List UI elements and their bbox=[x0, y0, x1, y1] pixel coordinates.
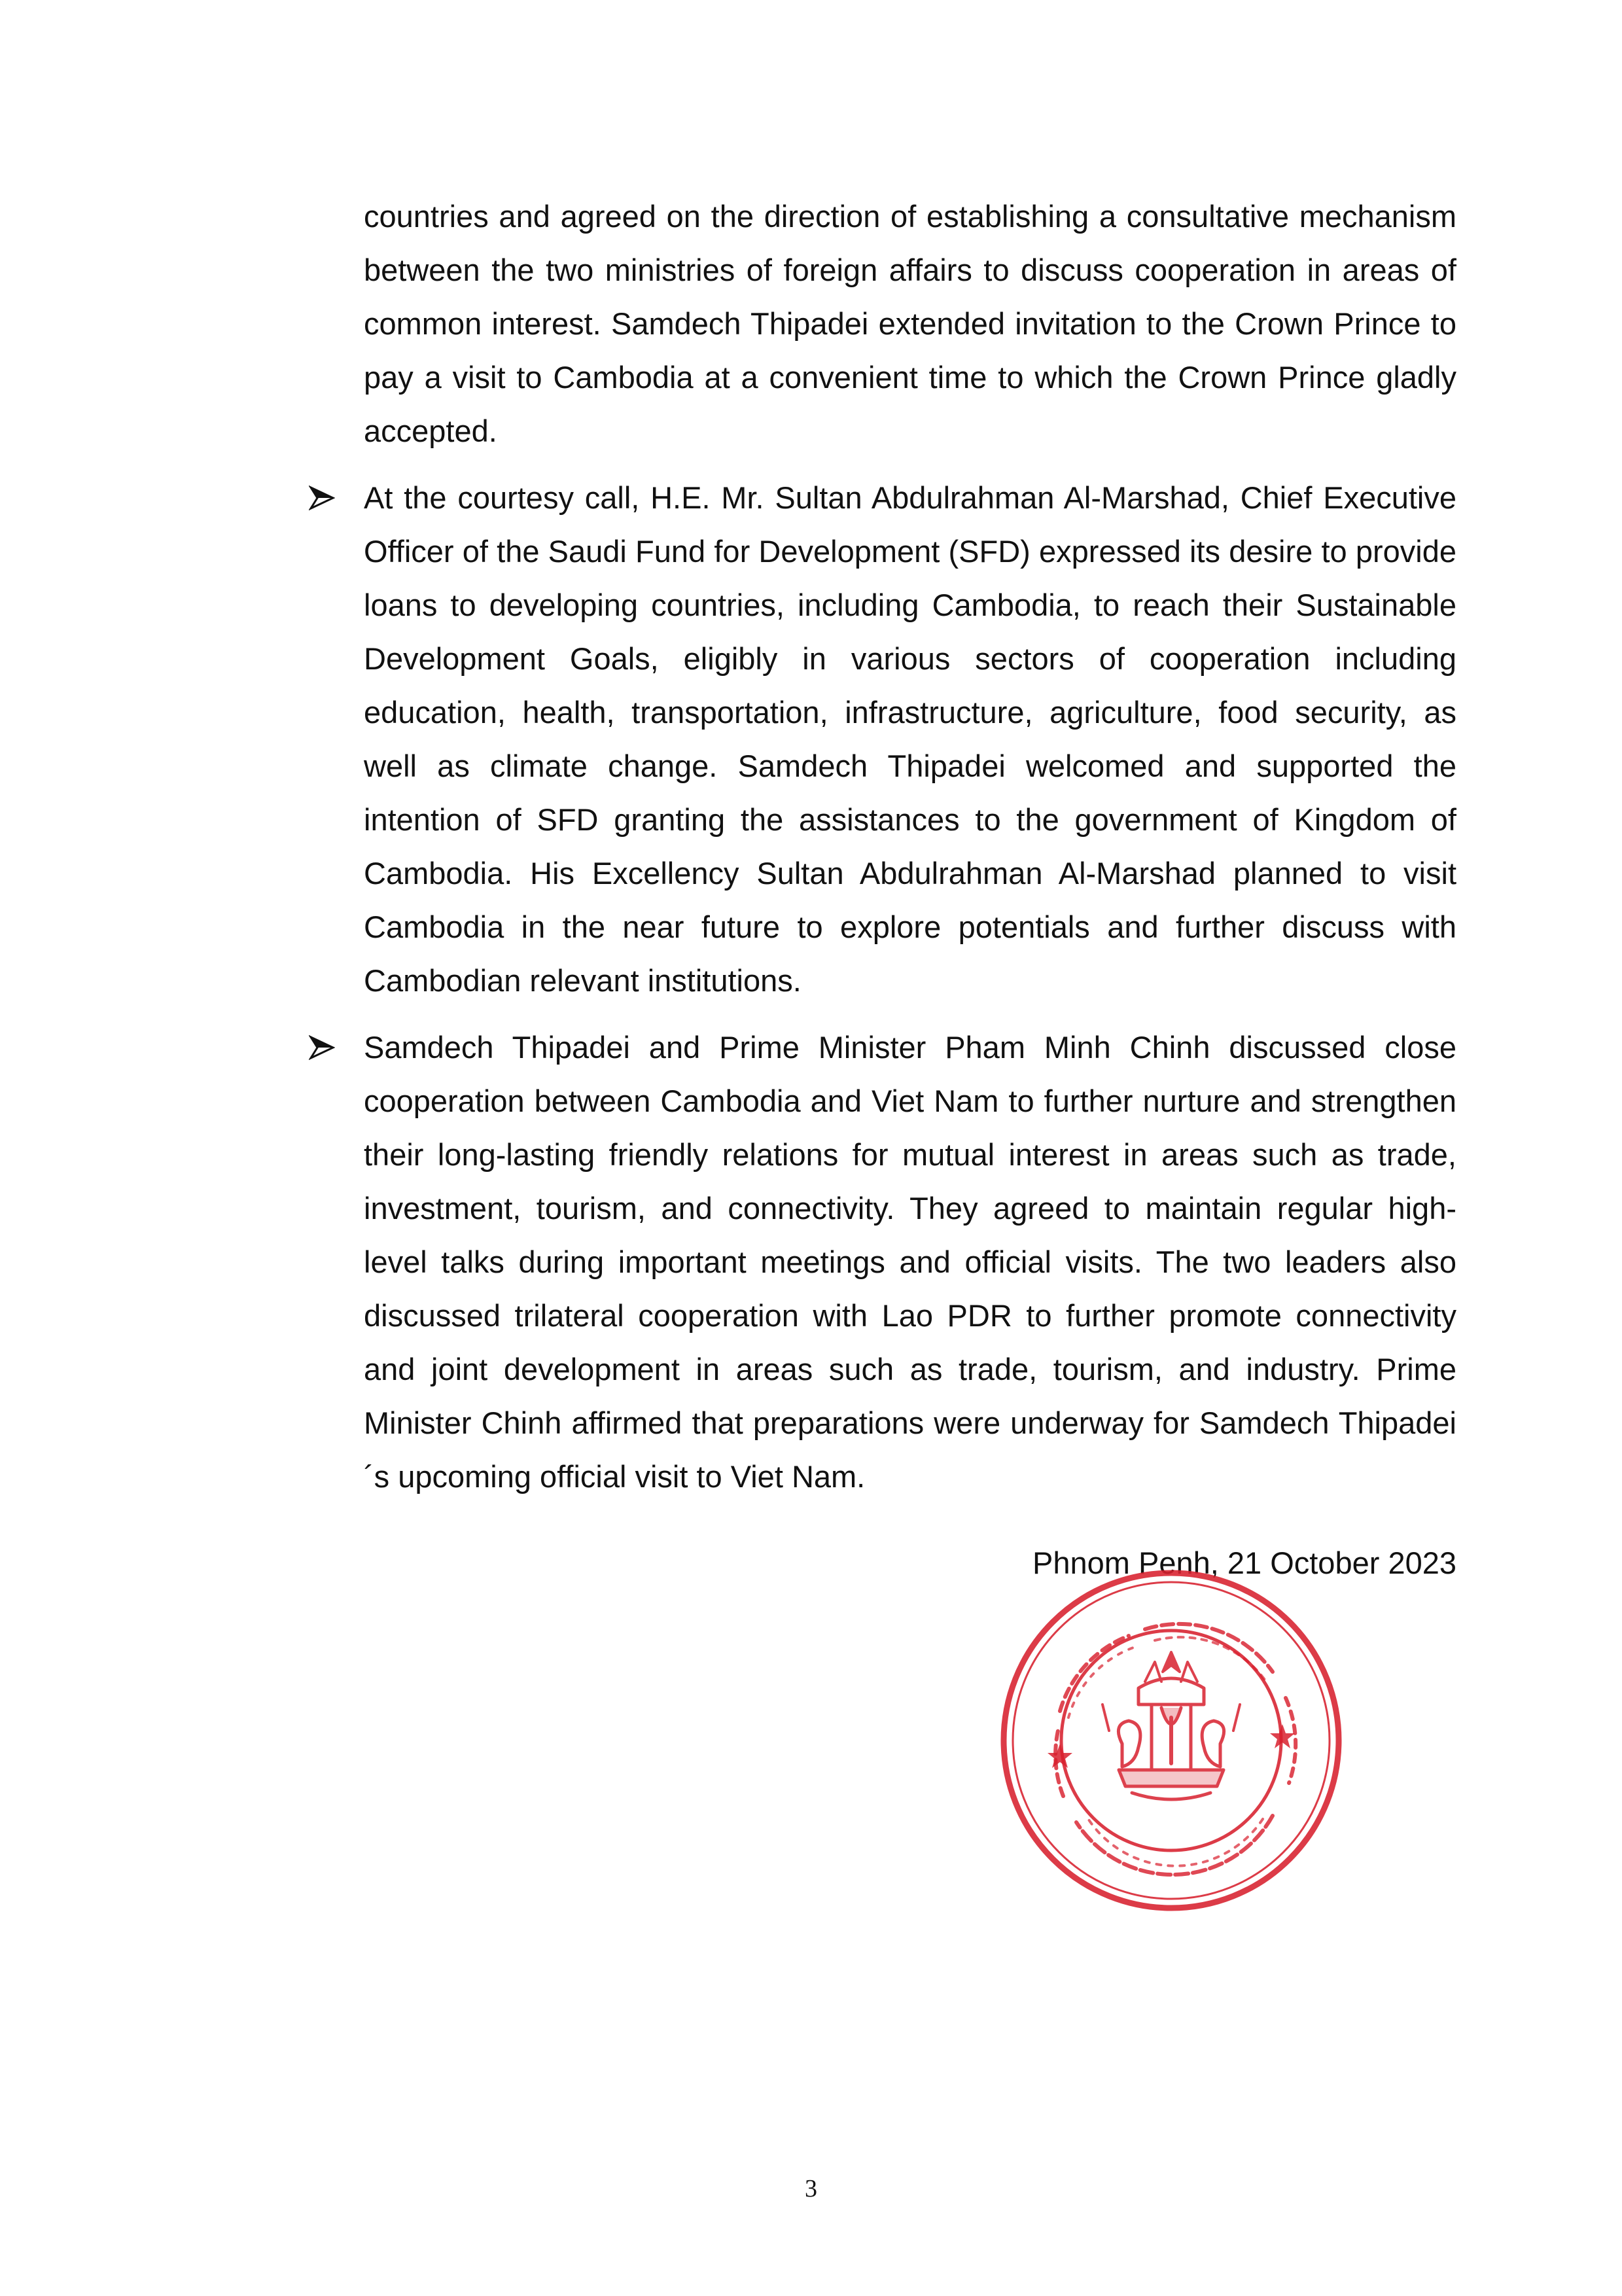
bullet-text: Samdech Thipadei and Prime Minister Pham Minh Chinh discussed close cooperation between Cambodia and Viet Nam to further nurture and strengthen their long-lasting friendly relations for mutual interest in areas such as trade, investment, tourism, and connectivity. They agreed to maintain regular high-level talks during important meetings and official visits. The two leaders also discussed trilateral cooperation with Lao PDR to further promote connectivity and joint development in areas such as trade, tourism, and industry. Prime Minister Chinh affirmed that preparations were underway for Samdech Thipadei´s upcoming official visit to Viet Nam. bbox=[364, 1030, 1456, 1494]
document-body bbox=[364, 190, 1456, 1504]
bullet-item-sfd bbox=[364, 471, 1456, 1008]
page-number: 3 bbox=[805, 2175, 817, 2202]
bullet-item-vietnam bbox=[364, 1021, 1456, 1504]
bullet-text: At the courtesy call, H.E. Mr. Sultan Abdulrahman Al-Marshad, Chief Executive Officer of the Saudi Fund for Development (SFD) expressed its desire to provide loans to developing countries, including Cambodia, to reach their Sustainable Development Goals, eligibly in various sectors of cooperation including education, health, transportation, infrastructure, agriculture, food security, as well as climate change. Samdech Thipadei welcomed and supported the intention of SFD granting the assistances to the government of Kingdom of Cambodia. His Excellency Sultan Abdulrahman Al-Marshad planned to visit Cambodia in the near future to explore potentials and further discuss with Cambodian relevant institutions. bbox=[364, 480, 1456, 998]
intro-paragraph: countries and agreed on the direction of establishing a consultative mechanism between the two ministries of foreign affairs to discuss cooperation in areas of common interest. Samdech Thipadei extended invitation to the Crown Prince to pay a visit to Cambodia at a convenient time to which the Crown Prince gladly accepted. bbox=[364, 199, 1456, 448]
arrowhead-bullet-icon bbox=[308, 471, 336, 525]
place-date-signoff: Phnom Penh, 21 October 2023 bbox=[1032, 1545, 1456, 1580]
arrowhead-bullet-icon bbox=[308, 1021, 336, 1074]
royal-seal-stamp bbox=[998, 1567, 1345, 1914]
